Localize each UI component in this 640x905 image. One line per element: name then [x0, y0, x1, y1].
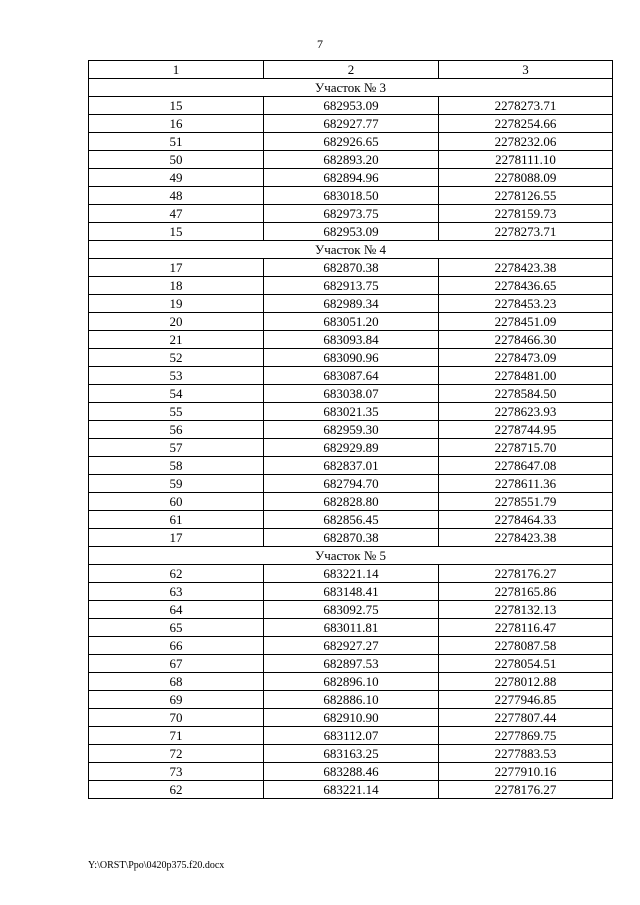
x-coordinate-cell: 683148.41: [264, 583, 439, 601]
point-number-cell: 53: [89, 367, 264, 385]
table-row: [89, 637, 613, 655]
table-row: [89, 115, 613, 133]
x-coordinate-cell: 683221.14: [264, 781, 439, 799]
y-coordinate-cell: 2278481.00: [439, 367, 613, 385]
file-path-footer: Y:\ORST\Ppo\0420p375.f20.docx: [88, 860, 225, 871]
point-number-cell: 48: [89, 187, 264, 205]
table-row: [89, 259, 613, 277]
table-row: [89, 529, 613, 547]
y-coordinate-cell: 2278466.30: [439, 331, 613, 349]
x-coordinate-cell: 683011.81: [264, 619, 439, 637]
table-row: [89, 781, 613, 799]
y-coordinate-cell: 2278584.50: [439, 385, 613, 403]
point-number-cell: 52: [89, 349, 264, 367]
point-number-cell: 55: [89, 403, 264, 421]
point-number-cell: 47: [89, 205, 264, 223]
table-row: [89, 673, 613, 691]
section-title-row: [89, 79, 613, 97]
y-coordinate-cell: 2278451.09: [439, 313, 613, 331]
y-coordinate-cell: 2278087.58: [439, 637, 613, 655]
x-coordinate-cell: 682929.89: [264, 439, 439, 457]
x-coordinate-cell: 683163.25: [264, 745, 439, 763]
point-number-cell: 72: [89, 745, 264, 763]
y-coordinate-cell: 2277910.16: [439, 763, 613, 781]
y-coordinate-cell: 2278423.38: [439, 259, 613, 277]
table-row: [89, 313, 613, 331]
table-row: [89, 205, 613, 223]
x-coordinate-cell: 682893.20: [264, 151, 439, 169]
y-coordinate-cell: 2278647.08: [439, 457, 613, 475]
point-number-cell: 21: [89, 331, 264, 349]
table-row: [89, 745, 613, 763]
x-coordinate-cell: 683288.46: [264, 763, 439, 781]
table-row: [89, 169, 613, 187]
point-number-cell: 20: [89, 313, 264, 331]
y-coordinate-cell: 2278423.38: [439, 529, 613, 547]
x-coordinate-cell: 682913.75: [264, 277, 439, 295]
y-coordinate-cell: 2278473.09: [439, 349, 613, 367]
point-number-cell: 17: [89, 529, 264, 547]
table-row: [89, 493, 613, 511]
x-coordinate-cell: 682926.65: [264, 133, 439, 151]
y-coordinate-cell: 2278088.09: [439, 169, 613, 187]
point-number-cell: 19: [89, 295, 264, 313]
point-number-cell: 68: [89, 673, 264, 691]
table-row: [89, 349, 613, 367]
table-row: [89, 367, 613, 385]
point-number-cell: 56: [89, 421, 264, 439]
point-number-cell: 18: [89, 277, 264, 295]
section-title: Участок № 4: [89, 241, 613, 259]
point-number-cell: 16: [89, 115, 264, 133]
y-coordinate-cell: 2278012.88: [439, 673, 613, 691]
point-number-cell: 69: [89, 691, 264, 709]
table-row: [89, 331, 613, 349]
x-coordinate-cell: 683021.35: [264, 403, 439, 421]
table-row: [89, 97, 613, 115]
y-coordinate-cell: 2278111.10: [439, 151, 613, 169]
table-row: [89, 763, 613, 781]
y-coordinate-cell: 2277946.85: [439, 691, 613, 709]
point-number-cell: 67: [89, 655, 264, 673]
table-row: [89, 223, 613, 241]
point-number-cell: 54: [89, 385, 264, 403]
table-row: [89, 457, 613, 475]
section-title-row: [89, 241, 613, 259]
table-row: [89, 295, 613, 313]
table-row: [89, 277, 613, 295]
table-row: [89, 133, 613, 151]
x-coordinate-cell: 683092.75: [264, 601, 439, 619]
x-coordinate-cell: 682927.77: [264, 115, 439, 133]
y-coordinate-cell: 2278273.71: [439, 97, 613, 115]
x-coordinate-cell: 682886.10: [264, 691, 439, 709]
point-number-cell: 66: [89, 637, 264, 655]
x-coordinate-cell: 683051.20: [264, 313, 439, 331]
x-coordinate-cell: 682973.75: [264, 205, 439, 223]
y-coordinate-cell: 2278273.71: [439, 223, 613, 241]
point-number-cell: 57: [89, 439, 264, 457]
y-coordinate-cell: 2277883.53: [439, 745, 613, 763]
section-title: Участок № 3: [89, 79, 613, 97]
x-coordinate-cell: 682953.09: [264, 223, 439, 241]
table-row: [89, 511, 613, 529]
point-number-cell: 59: [89, 475, 264, 493]
x-coordinate-cell: 682959.30: [264, 421, 439, 439]
point-number-cell: 62: [89, 565, 264, 583]
x-coordinate-cell: 682894.96: [264, 169, 439, 187]
x-coordinate-cell: 682897.53: [264, 655, 439, 673]
header-cell-1: 1: [89, 61, 264, 79]
header-cell-3: 3: [439, 61, 613, 79]
x-coordinate-cell: 683112.07: [264, 727, 439, 745]
x-coordinate-cell: 682953.09: [264, 97, 439, 115]
point-number-cell: 49: [89, 169, 264, 187]
x-coordinate-cell: 682856.45: [264, 511, 439, 529]
table-row: [89, 655, 613, 673]
y-coordinate-cell: 2277807.44: [439, 709, 613, 727]
table-row: [89, 421, 613, 439]
table-row: [89, 727, 613, 745]
point-number-cell: 60: [89, 493, 264, 511]
point-number-cell: 15: [89, 223, 264, 241]
x-coordinate-cell: 682927.27: [264, 637, 439, 655]
x-coordinate-cell: 682837.01: [264, 457, 439, 475]
point-number-cell: 61: [89, 511, 264, 529]
x-coordinate-cell: 682870.38: [264, 259, 439, 277]
y-coordinate-cell: 2278453.23: [439, 295, 613, 313]
section-title: Участок № 5: [89, 547, 613, 565]
y-coordinate-cell: 2277869.75: [439, 727, 613, 745]
y-coordinate-cell: 2278126.55: [439, 187, 613, 205]
point-number-cell: 17: [89, 259, 264, 277]
point-number-cell: 50: [89, 151, 264, 169]
header-cell-2: 2: [264, 61, 439, 79]
table-row: [89, 403, 613, 421]
table-row: [89, 187, 613, 205]
point-number-cell: 51: [89, 133, 264, 151]
point-number-cell: 62: [89, 781, 264, 799]
point-number-cell: 73: [89, 763, 264, 781]
x-coordinate-cell: 682910.90: [264, 709, 439, 727]
x-coordinate-cell: 683221.14: [264, 565, 439, 583]
coordinates-table: [88, 60, 613, 799]
y-coordinate-cell: 2278715.70: [439, 439, 613, 457]
x-coordinate-cell: 682989.34: [264, 295, 439, 313]
y-coordinate-cell: 2278165.86: [439, 583, 613, 601]
header-row: [89, 61, 613, 79]
point-number-cell: 63: [89, 583, 264, 601]
table-row: [89, 475, 613, 493]
point-number-cell: 65: [89, 619, 264, 637]
y-coordinate-cell: 2278116.47: [439, 619, 613, 637]
y-coordinate-cell: 2278176.27: [439, 565, 613, 583]
y-coordinate-cell: 2278551.79: [439, 493, 613, 511]
point-number-cell: 15: [89, 97, 264, 115]
table-row: [89, 385, 613, 403]
table-row: [89, 583, 613, 601]
x-coordinate-cell: 682870.38: [264, 529, 439, 547]
y-coordinate-cell: 2278254.66: [439, 115, 613, 133]
table-row: [89, 601, 613, 619]
y-coordinate-cell: 2278232.06: [439, 133, 613, 151]
point-number-cell: 71: [89, 727, 264, 745]
x-coordinate-cell: 682794.70: [264, 475, 439, 493]
point-number-cell: 70: [89, 709, 264, 727]
table-row: [89, 565, 613, 583]
table-row: [89, 439, 613, 457]
point-number-cell: 58: [89, 457, 264, 475]
table-row: [89, 691, 613, 709]
y-coordinate-cell: 2278176.27: [439, 781, 613, 799]
y-coordinate-cell: 2278436.65: [439, 277, 613, 295]
table-row: [89, 151, 613, 169]
y-coordinate-cell: 2278464.33: [439, 511, 613, 529]
x-coordinate-cell: 683018.50: [264, 187, 439, 205]
x-coordinate-cell: 682896.10: [264, 673, 439, 691]
x-coordinate-cell: 683090.96: [264, 349, 439, 367]
y-coordinate-cell: 2278744.95: [439, 421, 613, 439]
coordinates-table-body: [89, 61, 613, 799]
table-row: [89, 709, 613, 727]
y-coordinate-cell: 2278623.93: [439, 403, 613, 421]
x-coordinate-cell: 683093.84: [264, 331, 439, 349]
y-coordinate-cell: 2278159.73: [439, 205, 613, 223]
y-coordinate-cell: 2278054.51: [439, 655, 613, 673]
point-number-cell: 64: [89, 601, 264, 619]
x-coordinate-cell: 683038.07: [264, 385, 439, 403]
x-coordinate-cell: 683087.64: [264, 367, 439, 385]
y-coordinate-cell: 2278611.36: [439, 475, 613, 493]
page-number: 7: [317, 37, 323, 51]
x-coordinate-cell: 682828.80: [264, 493, 439, 511]
y-coordinate-cell: 2278132.13: [439, 601, 613, 619]
section-title-row: [89, 547, 613, 565]
table-row: [89, 619, 613, 637]
